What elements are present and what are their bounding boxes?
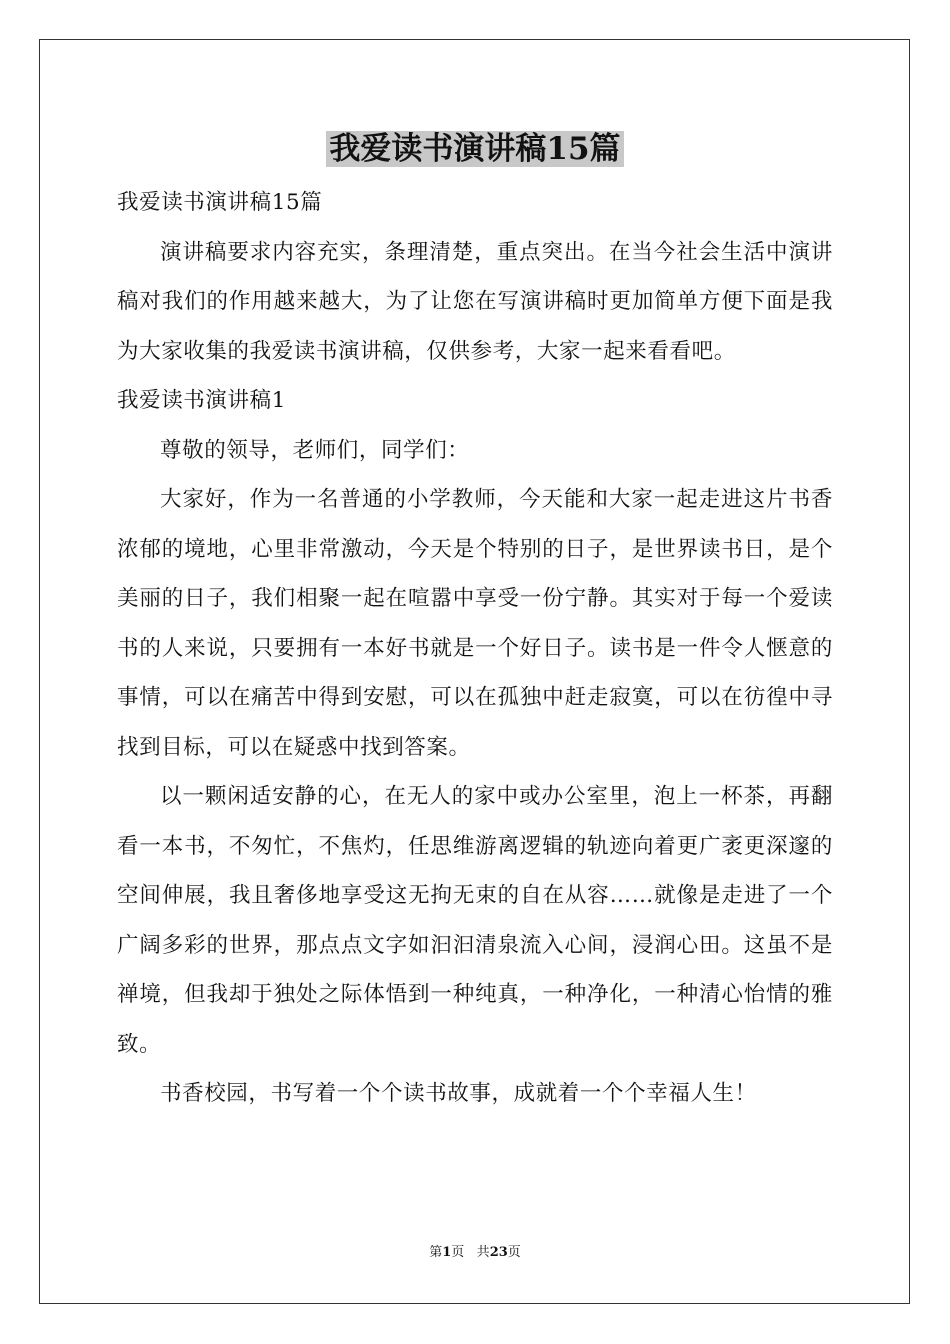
paragraph-heading: 我爱读书演讲稿15篇 xyxy=(117,190,323,215)
document-title-text: 我爱读书演讲稿15篇 xyxy=(326,131,623,167)
page-suffix: 页 xyxy=(451,1245,465,1260)
document-body xyxy=(117,178,833,1119)
paragraph-salutation: 尊敬的领导，老师们，同学们： xyxy=(160,437,470,463)
page-number: 1 xyxy=(442,1245,452,1260)
total-prefix: 共 xyxy=(476,1245,490,1260)
page-footer xyxy=(0,1244,950,1262)
paragraph-intro: 演讲稿要求内容充实，条理清楚，重点突出。在当今社会生活中演讲稿对我们的作用越来越大，为了让您在写演讲稿时更加简单方便下面是我为大家收集的我爱读书演讲稿，仅供参考，大家一起来看看吧。 xyxy=(117,239,833,364)
total-suffix: 页 xyxy=(507,1245,521,1260)
paragraph-body: 书香校园，书写着一个个读书故事，成就着一个个幸福人生！ xyxy=(160,1081,757,1106)
document-title xyxy=(0,128,950,170)
paragraph-body: 以一颗闲适安静的心，在无人的家中或办公室里，泡上一杯茶，再翻看一本书，不匆忙，不焦灼，任思维游离逻辑的轨迹向着更广袤更深邃的空间伸展，我且奢侈地享受这无拘无束的自在从容……就像是走进了一个广阔多彩的世界，那点点文字如汩汩清泉流入心间，浸润心田。这虽不是禅境，但我却于独处之际体悟到一种纯真，一种净化，一种清心怡情的雅致。 xyxy=(117,784,833,1057)
paragraph-subheading: 我爱读书演讲稿1 xyxy=(117,388,286,413)
page-prefix: 第 xyxy=(429,1245,443,1260)
total-pages: 23 xyxy=(489,1245,508,1260)
paragraph-body: 大家好，作为一名普通的小学教师，今天能和大家一起走进这片书香浓郁的境地，心里非常激动，今天是个特别的日子，是世界读书日，是个美丽的日子，我们相聚一起在喧嚣中享受一份宁静。其实对于每一个爱读书的人来说，只要拥有一本好书就是一个好日子。读书是一件令人惬意的事情，可以在痛苦中得到安慰，可以在孤独中赶走寂寞，可以在彷徨中寻找到目标，可以在疑惑中找到答案。 xyxy=(117,487,833,760)
